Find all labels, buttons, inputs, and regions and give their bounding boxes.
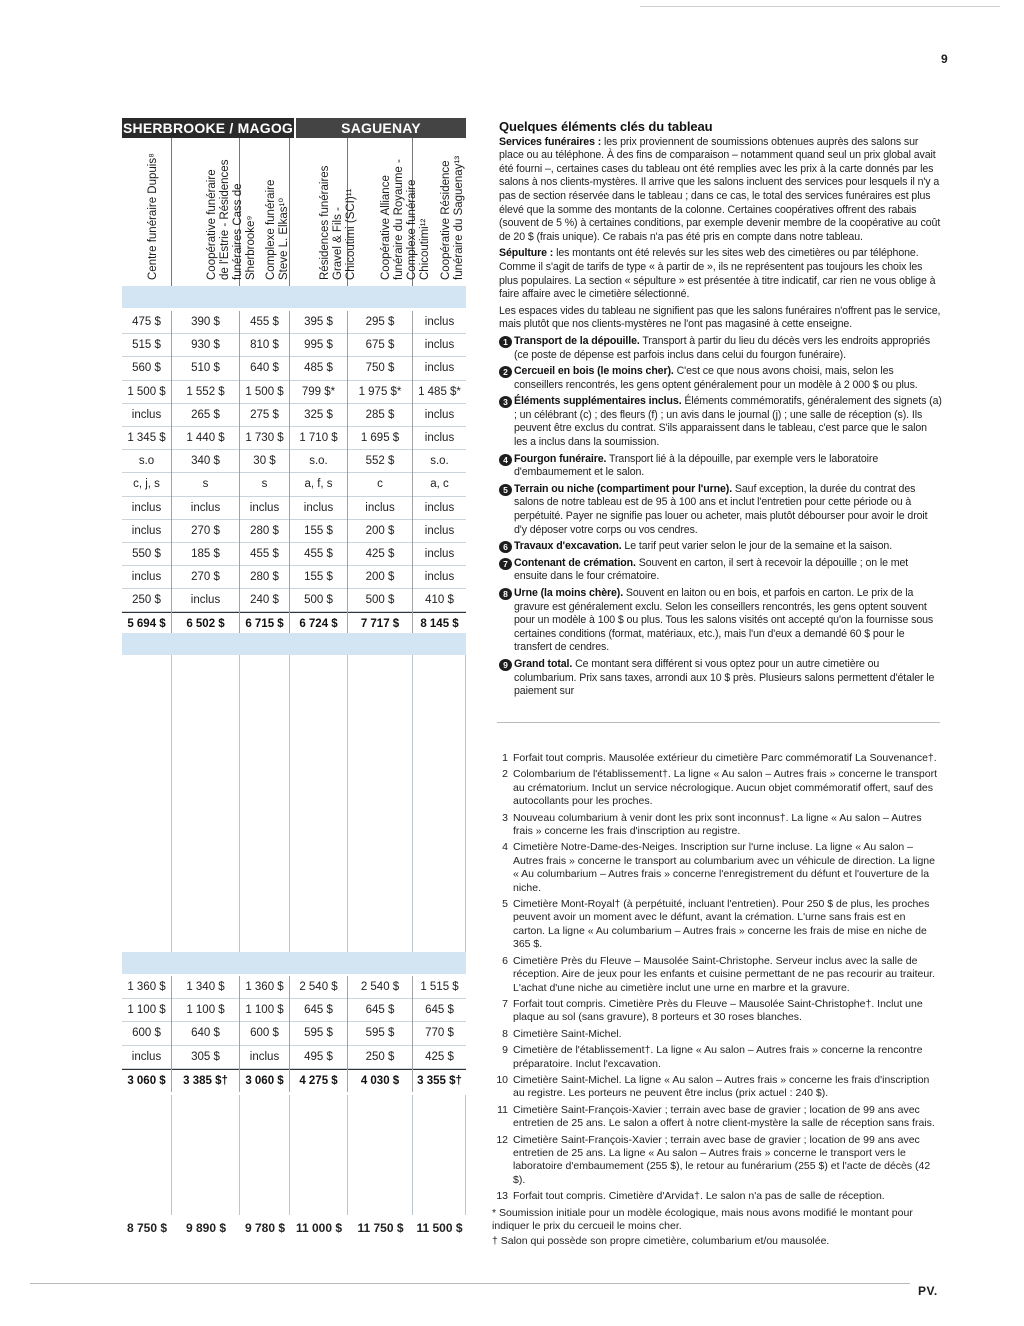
column-header-line: Coopérative funéraire	[205, 169, 218, 280]
empty-column	[172, 655, 240, 952]
table-cell: 1 710 $	[290, 427, 347, 450]
table-cell: 675 $	[348, 334, 412, 357]
key-item	[499, 587, 942, 655]
column-header	[240, 138, 290, 286]
key-item-body	[514, 587, 942, 655]
bottom-rule	[30, 1283, 910, 1284]
table-cell: 995 $	[290, 334, 347, 357]
column-header-text	[147, 153, 160, 280]
key-item	[499, 540, 942, 554]
table-cell: 1 975 $*	[348, 381, 412, 404]
note-item	[492, 1190, 940, 1203]
table-services	[122, 311, 466, 636]
table-cell: 515 $	[122, 334, 171, 357]
number-badge-icon: 1	[499, 336, 512, 348]
note-number: 9	[502, 1044, 508, 1057]
services-column	[122, 311, 172, 636]
column-header-text	[265, 180, 291, 280]
column-header-line: Gravel & Fils -	[331, 207, 344, 280]
table-sepulture	[122, 976, 466, 1092]
region-saguenay: SAGUENAY	[294, 118, 466, 138]
table-cell: 250 $	[348, 1046, 412, 1069]
services-column	[413, 311, 466, 636]
key-item	[499, 453, 942, 480]
grand-total-cell: 11 500 $	[416, 1221, 463, 1235]
grand-total-row	[122, 1216, 466, 1240]
key-item-text: Sauf exception, la durée du contrat des salons de notre tableau est de 95 à 100 ans et inclut l'entretien pour cette période ou à perpétuité. Payer ne signifie pas louer ou acheter, mais plutôt débourser pour avoir le droit d'y déposer votre corps ou vos cendres.	[514, 482, 928, 536]
key-section	[499, 120, 942, 702]
column-header-line: Chicoutimi¹²	[419, 218, 431, 280]
table-cell: inclus	[413, 497, 466, 520]
column-header	[122, 138, 172, 286]
key-item-text: Éléments commémoratifs, généralement des signets (a) ; un célébrant (c) ; des fleurs (f) ; un avis dans le journal (j) ; une salle de réception (s). Ils peuvent être exclus du contrat. S'ils apparaissent dans le tableau, c'est parce que le salon les a inclus dans la soumission.	[514, 395, 942, 449]
table-cell: 185 $	[172, 543, 239, 566]
table-cell: 280 $	[240, 566, 289, 589]
table-cell: 640 $	[172, 1022, 239, 1045]
region-sherbrooke: SHERBROOKE / MAGOG	[122, 120, 294, 136]
services-total-cell: 5 694 $	[122, 612, 171, 635]
key-title: Quelques éléments clés du tableau	[499, 119, 713, 134]
key-item-body	[514, 658, 942, 699]
note-text: Nouveau columbarium à venir dont les prix sont inconnus†. La ligne « Au salon – Autres frais » concerne les frais d'inscription au registre.	[513, 811, 922, 838]
table-cell: a, c	[413, 473, 466, 496]
note-item	[492, 955, 940, 995]
table-cell: 640 $	[240, 357, 289, 380]
top-rule	[640, 6, 1000, 7]
sepulture-total-cell: 3 355 $†	[413, 1069, 466, 1092]
key-item-label: Transport de la dépouille.	[514, 334, 640, 347]
table-cell: 595 $	[290, 1022, 347, 1045]
key-item-label: Terrain ou niche (compartiment pour l'urne).	[514, 482, 733, 495]
key-item-label: Éléments supplémentaires inclus.	[514, 395, 682, 408]
key-item-body	[514, 335, 942, 362]
table-cell: inclus	[413, 311, 466, 334]
grand-total-cell: 8 750 $	[126, 1221, 168, 1235]
sepulture-total-cell: 3 060 $	[122, 1069, 171, 1092]
table-cell: 1 695 $	[348, 427, 412, 450]
table-cell: 455 $	[290, 543, 347, 566]
table-cell: 155 $	[290, 520, 347, 543]
table-cell: 560 $	[122, 357, 171, 380]
key-item-text: Transport à partir du lieu du décès vers les endroits appropriés (ce poste de dépense est parfois inclus dans celui du fourgon funéraire).	[514, 334, 931, 361]
table-cell: inclus	[240, 1046, 289, 1069]
note-text: Cimetière Saint-François-Xavier ; terrain avec base de gravier ; location de 99 ans avec entretien de 25 ans. La ligne « Au salon – Autres frais » concerne le transport vers le laboratoire d'embaumement (255 $), le retour au funérarium (255 $) et l'acte de décès (42 $).	[513, 1133, 931, 1186]
key-empty-note: Les espaces vides du tableau ne signifient pas que les salons funéraires n'offrent pas le service, mais plutôt que nos clients-mystères ne l'ont pas magasiné à cette enseigne.	[499, 304, 941, 331]
empty-column	[290, 1095, 348, 1215]
table-cell: 495 $	[290, 1046, 347, 1069]
table-cell: 285 $	[348, 404, 412, 427]
table-cell: inclus	[240, 497, 289, 520]
number-badge-icon: 8	[499, 588, 512, 600]
table-cell: 390 $	[172, 311, 239, 334]
key-item-text: Ce montant sera différent si vous optez pour un autre cimetière ou columbarium. Prix sans taxes, arrondi aux 10 $ près. Plusieurs salons permettent d'étaler le paiement sur	[514, 657, 935, 698]
column-header	[290, 138, 357, 286]
column-header-line: Sherbrooke⁹	[244, 215, 257, 280]
table-cell: 645 $	[348, 999, 412, 1022]
table-cell: 645 $	[290, 999, 347, 1022]
empty-section-1	[122, 655, 466, 952]
column-header-line: Complexe funéraire	[264, 179, 277, 280]
table-cell: 770 $	[413, 1022, 466, 1045]
column-header-line: Centre funéraire Dupuis⁸	[146, 153, 159, 280]
empty-column	[348, 1095, 413, 1215]
table-cell: 595 $	[348, 1022, 412, 1045]
table-cell: inclus	[122, 404, 171, 427]
table-cell: inclus	[413, 427, 466, 450]
note-number: 3	[502, 811, 508, 824]
column-header-line: de l'Estrie - Résidences	[218, 159, 231, 280]
table-cell: 325 $	[290, 404, 347, 427]
table-cell: 750 $	[348, 357, 412, 380]
page-number: 9	[941, 52, 948, 66]
note-number: 1	[502, 752, 508, 764]
number-badge-icon: 3	[499, 396, 512, 408]
grand-total-cell: 9 890 $	[185, 1221, 227, 1235]
table-cell: 1 552 $	[172, 381, 239, 404]
table-cell: 1 730 $	[240, 427, 289, 450]
note-text: Cimetière Saint-Michel. La ligne « Au salon – Autres frais » concerne les frais d'inscription au registre. Les porteurs ne peuvent être inclus (prix actuel : 240 $).	[513, 1073, 930, 1100]
note-number: 11	[497, 1103, 508, 1116]
table-cell: 799 $*	[290, 381, 347, 404]
note-item	[492, 812, 940, 839]
key-services: Services funéraires : les prix proviennent de soumissions obtenues auprès des salons sur place ou au téléphone. À des fins de comparaison – notamment quand seul un prix global avait été fourni –, certaines cases du tableau ont été remplies avec les prix à la carte donnés par les salons à nos clients-mystères. Il arrive que les salons incluent des services pour lesquels il n'y a pas de section réservée dans le tableau ; dans ce cas, le total des services funéraires est plus élevé que la somme des montants de la colonne. Certaines coopératives offrent des rabais (souvent de 5 %) à certaines conditions, par exemple devenir membre de la coopérative au coût de 20 $ (frais unique). Ce rabais n'a pas été pris en compte dans notre tableau.	[499, 135, 941, 243]
note-text: Cimetière Saint-Michel.	[513, 1027, 622, 1040]
table-cell: 600 $	[240, 1022, 289, 1045]
footnote-star: * Soumission initiale pour un modèle écologique, mais nous avons modifié le montant pour indiquer le prix du cercueil le moins cher.	[492, 1206, 913, 1232]
column-header-line: Coopérative Résidence	[439, 160, 452, 280]
notes-list	[492, 752, 940, 1204]
table-cell: 500 $	[290, 589, 347, 612]
services-total-cell: 8 145 $	[413, 612, 466, 635]
note-item	[492, 998, 940, 1025]
empty-column	[240, 655, 290, 952]
note-text: Cimetière Saint-François-Xavier ; terrain avec base de gravier ; location de 99 ans avec entretien de 25 ans. Le salon a offert à notre client-mystère la salle de réception sans frais.	[513, 1103, 935, 1130]
note-text: Cimetière Près du Fleuve – Mausolée Saint-Christophe. Serveur inclus avec la salle de réception. Aire de jeux pour les enfants et cuisine permettant de ne pas recourir au traiteur. L'achat d'une niche au cimetière inclut une urne en marbre et la gravure.	[513, 954, 935, 994]
table-cell: 2 540 $	[348, 976, 412, 999]
column-header-line: funéraire du Saguenay¹³	[452, 155, 465, 280]
key-item-body	[514, 365, 942, 392]
footnotes	[492, 752, 940, 1251]
sepulture-total-cell: 3 060 $	[240, 1069, 289, 1092]
key-item-text: Transport lié à la dépouille, par exemple vers le laboratoire d'embaumement et le salon.	[514, 452, 879, 479]
table-cell: 275 $	[240, 404, 289, 427]
table-cell: inclus	[413, 334, 466, 357]
note-item	[492, 752, 940, 765]
sepulture-column	[240, 976, 290, 1092]
header-band	[122, 286, 466, 308]
key-sepulture: Sépulture : les montants ont été relevés sur les sites web des cimetières ou par téléphone. Comme il s'agit de tarifs de type « à partir de », ils ne représentent pas toujours les choix les plus populaires. La section « sépulture » est présentée à titre indicatif, car rien ne vous oblige à faire affaire avec le cimetière sélectionné.	[499, 247, 936, 301]
table-cell: 280 $	[240, 520, 289, 543]
table-cell: 2 540 $	[290, 976, 347, 999]
table-cell: s.o.	[413, 450, 466, 473]
key-items	[499, 335, 942, 699]
key-item-body	[514, 557, 942, 584]
table-cell: inclus	[413, 543, 466, 566]
table-cell: 455 $	[240, 311, 289, 334]
table-cell: inclus	[413, 404, 466, 427]
key-item	[499, 557, 942, 584]
sepulture-column	[122, 976, 172, 1092]
note-item	[492, 1074, 940, 1101]
region-header	[122, 118, 466, 138]
note-item	[492, 1104, 940, 1131]
number-badge-icon: 7	[499, 558, 512, 570]
table-cell: inclus	[290, 497, 347, 520]
note-number: 13	[496, 1190, 508, 1203]
empty-column	[172, 1095, 240, 1215]
column-header	[413, 138, 466, 286]
services-total-cell: 6 502 $	[172, 612, 239, 635]
services-total-cell: 7 717 $	[348, 612, 412, 635]
table-cell: 1 500 $	[240, 381, 289, 404]
column-header-line: Résidences funéraires	[318, 165, 331, 280]
empty-section-2	[122, 1095, 466, 1215]
table-cell: inclus	[413, 566, 466, 589]
services-total-cell: 6 724 $	[290, 612, 347, 635]
table-cell: 552 $	[348, 450, 412, 473]
services-column	[290, 311, 348, 636]
note-number: 7	[502, 997, 508, 1010]
grand-total-cell: 11 750 $	[357, 1221, 404, 1235]
key-item-label: Grand total.	[514, 657, 573, 670]
table-cell: 455 $	[240, 543, 289, 566]
sepulture-total-cell: 3 385 $†	[172, 1069, 239, 1092]
note-text: Colombarium de l'établissement†. La ligne « Au salon – Autres frais » concerne le transport au crématorium. Inclut un service nécrologique. Aucun objet commémoratif offert, sauf des autocollants pour les proches.	[513, 768, 937, 808]
table-cell: 425 $	[413, 1046, 466, 1069]
column-header-line: funéraire du Royaume -	[393, 159, 405, 280]
column-header-line: funéraires Cass de	[231, 183, 244, 280]
key-item-label: Cercueil en bois (le moins cher).	[514, 365, 674, 378]
key-item	[499, 365, 942, 392]
table-cell: inclus	[122, 566, 171, 589]
number-badge-icon: 9	[499, 659, 512, 671]
note-number: 12	[496, 1133, 508, 1146]
table-cell: 295 $	[348, 311, 412, 334]
column-header	[172, 138, 257, 286]
table-cell: 1 440 $	[172, 427, 239, 450]
key-item-label: Urne (la moins chère).	[514, 587, 624, 599]
number-badge-icon: 5	[499, 484, 512, 496]
sepulture-column	[348, 976, 413, 1092]
note-number: 8	[502, 1027, 508, 1040]
key-item-text: C'est ce que nous avons choisi, mais, selon les conseillers rencontrés, les gens optent généralement pour un modèle à 2 000 $ ou plus.	[514, 365, 918, 391]
note-item	[492, 1044, 940, 1071]
column-header-line: Steve L. Elkas¹⁰	[277, 198, 290, 280]
sepulture-column	[413, 976, 466, 1092]
empty-column	[348, 655, 413, 952]
table-cell: inclus	[413, 520, 466, 543]
table-cell: s.o	[122, 450, 171, 473]
key-item-body	[514, 540, 942, 554]
table-cell: 930 $	[172, 334, 239, 357]
column-header	[348, 138, 431, 286]
footnote-dagger: † Salon qui possède son propre cimetière, columbarium et/ou mausolée.	[492, 1235, 830, 1248]
note-number: 4	[502, 841, 508, 854]
table-cell: 475 $	[122, 311, 171, 334]
table-cell: inclus	[122, 520, 171, 543]
table-cell: 340 $	[172, 450, 239, 473]
table-cell: 550 $	[122, 543, 171, 566]
table-cell: s	[172, 473, 239, 496]
table-cell: 1 500 $	[122, 381, 171, 404]
table-cell: s.o.	[290, 450, 347, 473]
sepulture-total-cell: 4 275 $	[290, 1069, 347, 1092]
key-item-body	[514, 483, 942, 537]
grand-total-cell: 9 780 $	[244, 1221, 286, 1235]
services-column	[240, 311, 290, 636]
key-item-body	[514, 395, 942, 449]
column-header-line: Complexe funéraire	[406, 179, 418, 280]
services-column	[172, 311, 240, 636]
table-cell: 395 $	[290, 311, 347, 334]
empty-column	[122, 655, 172, 952]
table-cell: 250 $	[122, 589, 171, 612]
note-text: Cimetière de l'établissement†. La ligne « Au salon – Autres frais » concerne la rencontre préparatoire. Inclut l'excavation.	[513, 1044, 923, 1070]
section-band-sepulture	[122, 952, 466, 974]
key-item-label: Fourgon funéraire.	[514, 452, 607, 465]
note-number: 2	[502, 768, 508, 781]
table-cell: inclus	[122, 1046, 171, 1069]
table-cell: 270 $	[172, 566, 239, 589]
empty-column	[122, 1095, 172, 1215]
table-cell: 1 515 $	[413, 976, 466, 999]
table-cell: 645 $	[413, 999, 466, 1022]
table-cell: 1 100 $	[172, 999, 239, 1022]
table-cell: c	[348, 473, 412, 496]
table-cell: 270 $	[172, 520, 239, 543]
note-text: Forfait tout compris. Cimetière d'Arvida†. Le salon n'a pas de salle de réception.	[513, 1190, 885, 1203]
table-cell: inclus	[172, 497, 239, 520]
table-cell: inclus	[413, 357, 466, 380]
empty-column	[240, 1095, 290, 1215]
column-header-line: Coopérative Alliance	[380, 175, 392, 280]
table-cell: inclus	[172, 589, 239, 612]
note-text: Cimetière Notre-Dame-des-Neiges. Inscription sur l'urne incluse. La ligne « Au salon – Autres frais » concerne le transport au columbarium avec un véhicule de direction. La ligne « Au columbarium – Autres frais » concerne l'enregistrement du défunt et l'ouverture de la niche.	[513, 841, 935, 894]
table-cell: 485 $	[290, 357, 347, 380]
key-item	[499, 483, 942, 537]
table-cell: 600 $	[122, 1022, 171, 1045]
table-cell: inclus	[348, 497, 412, 520]
table-cell: 1 360 $	[240, 976, 289, 999]
section-divider	[497, 722, 940, 723]
note-number: 6	[502, 954, 508, 967]
table-cell: 265 $	[172, 404, 239, 427]
services-total-cell: 6 715 $	[240, 612, 289, 635]
table-cell: 425 $	[348, 543, 412, 566]
note-number: 10	[496, 1073, 508, 1086]
key-item	[499, 335, 942, 362]
empty-column	[290, 655, 348, 952]
key-item-label: Travaux d'excavation.	[514, 540, 622, 553]
sepulture-column	[172, 976, 240, 1092]
table-cell: 500 $	[348, 589, 412, 612]
note-item	[492, 841, 940, 895]
note-text: Forfait tout compris. Mausolée extérieur du cimetière Parc commémoratif La Souvenance†.	[513, 752, 937, 764]
column-header-text	[440, 156, 466, 280]
table-cell: 410 $	[413, 589, 466, 612]
key-item	[499, 395, 942, 449]
table-cell: 1 345 $	[122, 427, 171, 450]
note-item	[492, 1028, 940, 1041]
empty-column	[413, 655, 466, 952]
footer-mark: PV.	[918, 1284, 938, 1298]
table-cell: 200 $	[348, 520, 412, 543]
table-cell: inclus	[122, 497, 171, 520]
table-cell: 240 $	[240, 589, 289, 612]
table-cell: 155 $	[290, 566, 347, 589]
table-cell: 200 $	[348, 566, 412, 589]
key-item-text: Le tarif peut varier selon le jour de la semaine et la saison.	[621, 540, 893, 553]
grand-total-cell: 11 000 $	[295, 1221, 343, 1235]
table-cell: 1 100 $	[122, 999, 171, 1022]
table-cell: 1 360 $	[122, 976, 171, 999]
key-item	[499, 658, 942, 699]
table-cell: 305 $	[172, 1046, 239, 1069]
table-cell: 510 $	[172, 357, 239, 380]
table-cell: s	[240, 473, 289, 496]
column-header-line: Chicoutimi (SCI)¹¹	[344, 188, 357, 280]
note-text: Forfait tout compris. Cimetière Près du Fleuve – Mausolée Saint-Christophe†. Inclut une plaque au sol (sans gravure), 8 porteurs et 30 roses blanches.	[513, 997, 923, 1024]
key-item-text: Souvent en carton, il sert à recevoir la dépouille ; on le met ensuite dans le four crématoire.	[514, 556, 909, 583]
note-text: Cimetière Mont-Royal† (à perpétuité, incluant l'entretien). Pour 250 $ de plus, les proches peuvent avoir un moment avec le défunt, avant la crémation. L'urne sans frais est en carton. La ligne « Au columbarium – Autres frais » concerne les frais de mise en niche de 365 $.	[513, 898, 930, 951]
services-column	[348, 311, 413, 636]
table-cell: 810 $	[240, 334, 289, 357]
table-cell: 1 485 $*	[413, 381, 466, 404]
table-cell: a, f, s	[290, 473, 347, 496]
key-item-text: Souvent en laiton ou en bois, et parfois en carton. Le prix de la gravure est généralement exclu. Selon les conseillers rencontrés, les gens optent souvent pour un modèle à 100 $ ou plus. Tous les salons visités ont accepté qu'on la fournisse sous certaines conditions (format, matériaux, etc.), mais l'un d'eux a demandé 60 $ pour le transfert de cendres.	[514, 587, 934, 654]
number-badge-icon: 6	[499, 541, 512, 553]
note-item	[492, 898, 940, 952]
number-badge-icon: 4	[499, 454, 512, 466]
table-cell: 1 340 $	[172, 976, 239, 999]
table-cell: c, j, s	[122, 473, 171, 496]
column-headers	[122, 138, 466, 286]
sepulture-column	[290, 976, 348, 1092]
table-cell: 30 $	[240, 450, 289, 473]
note-item	[492, 768, 940, 808]
section-band	[122, 633, 466, 655]
sepulture-total-cell: 4 030 $	[348, 1069, 412, 1092]
number-badge-icon: 2	[499, 366, 512, 378]
key-item-label: Contenant de crémation.	[514, 556, 636, 569]
key-item-body	[514, 453, 942, 480]
table-cell: 1 100 $	[240, 999, 289, 1022]
empty-column	[413, 1095, 466, 1215]
note-item	[492, 1134, 940, 1188]
note-number: 5	[502, 898, 508, 911]
